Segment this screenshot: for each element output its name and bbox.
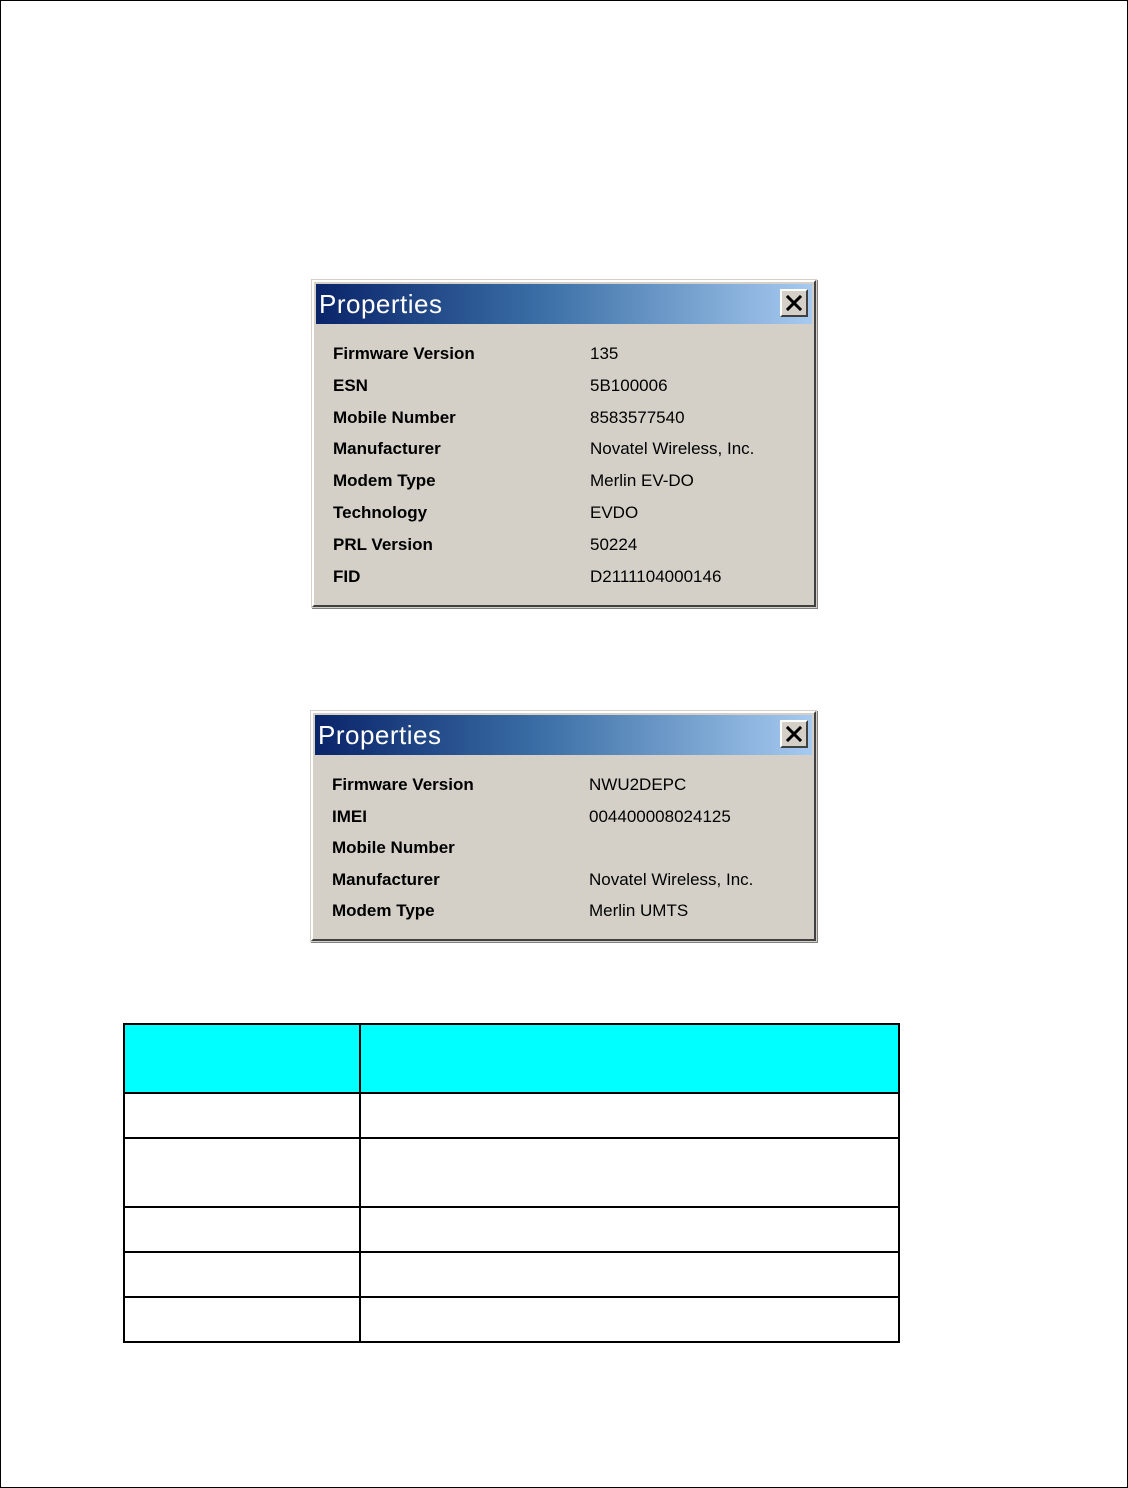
property-row-imei [332, 801, 804, 833]
table-cell [124, 1093, 360, 1138]
property-label: Technology [333, 502, 428, 522]
close-button[interactable] [780, 289, 808, 317]
property-label: Firmware Version [333, 344, 475, 363]
table-cell [360, 1138, 899, 1207]
property-row-manufacturer [333, 433, 804, 465]
close-icon [786, 295, 802, 311]
table-cell [124, 1252, 360, 1297]
property-row-firmware-version [333, 338, 804, 370]
property-label: Modem Type [333, 471, 436, 491]
property-list [333, 338, 804, 592]
property-label: Modem Type [332, 901, 435, 920]
table-cell [360, 1252, 899, 1297]
table-header-cell [360, 1024, 899, 1093]
table-header-row [124, 1024, 899, 1093]
property-row-firmware-version [332, 769, 804, 801]
property-value: Novatel Wireless, Inc. [590, 439, 755, 459]
close-icon [786, 726, 802, 742]
table-row [124, 1297, 899, 1342]
property-label: IMEI [332, 806, 367, 826]
property-label: ESN [333, 375, 368, 395]
property-list [332, 769, 804, 927]
table-cell [124, 1138, 360, 1207]
property-value: Merlin EV-DO [590, 471, 694, 491]
property-label: Manufacturer [332, 869, 440, 889]
property-value: D2111104000146 [590, 566, 722, 586]
table-cell [360, 1093, 899, 1138]
dialog-titlebar[interactable] [315, 715, 812, 755]
table-cell [360, 1207, 899, 1252]
property-label: Manufacturer [333, 439, 441, 459]
table-row [124, 1252, 899, 1297]
property-value: Novatel Wireless, Inc. [589, 869, 754, 889]
dialog-titlebar[interactable] [316, 284, 812, 324]
property-value: Merlin UMTS [589, 901, 689, 920]
property-value: 135 [590, 344, 619, 363]
property-value: EVDO [590, 502, 639, 522]
property-row-prl-version [333, 529, 804, 561]
property-row-esn [333, 370, 804, 402]
table-row [124, 1207, 899, 1252]
property-label: Mobile Number [333, 407, 456, 427]
property-label: PRL Version [333, 534, 433, 554]
property-value: 50224 [590, 534, 638, 554]
property-value: 004400008024125 [589, 806, 731, 826]
property-value: NWU2DEPC [589, 775, 687, 794]
table-cell [124, 1207, 360, 1252]
dialog-title: Properties [319, 289, 443, 319]
properties-dialog-umts [311, 711, 816, 941]
table-header-cell [124, 1024, 360, 1093]
close-button[interactable] [780, 720, 808, 748]
table-cell [124, 1297, 360, 1342]
property-row-technology [333, 497, 804, 529]
table-row [124, 1093, 899, 1138]
dialog-title: Properties [318, 720, 442, 750]
property-row-mobile-number [332, 832, 804, 864]
property-label: Firmware Version [332, 775, 474, 794]
property-value: 8583577540 [590, 407, 685, 427]
property-row-manufacturer [332, 864, 804, 896]
properties-dialog-cdma [312, 280, 816, 607]
property-row-modem-type [332, 895, 804, 927]
property-row-modem-type [333, 465, 804, 497]
property-row-fid [333, 561, 804, 593]
property-label: FID [333, 566, 361, 586]
property-label: Mobile Number [332, 838, 455, 857]
table-cell [360, 1297, 899, 1342]
table-row [124, 1138, 899, 1207]
property-value: 5B100006 [590, 375, 668, 395]
property-row-mobile-number [333, 402, 804, 434]
spec-table [123, 1023, 900, 1343]
